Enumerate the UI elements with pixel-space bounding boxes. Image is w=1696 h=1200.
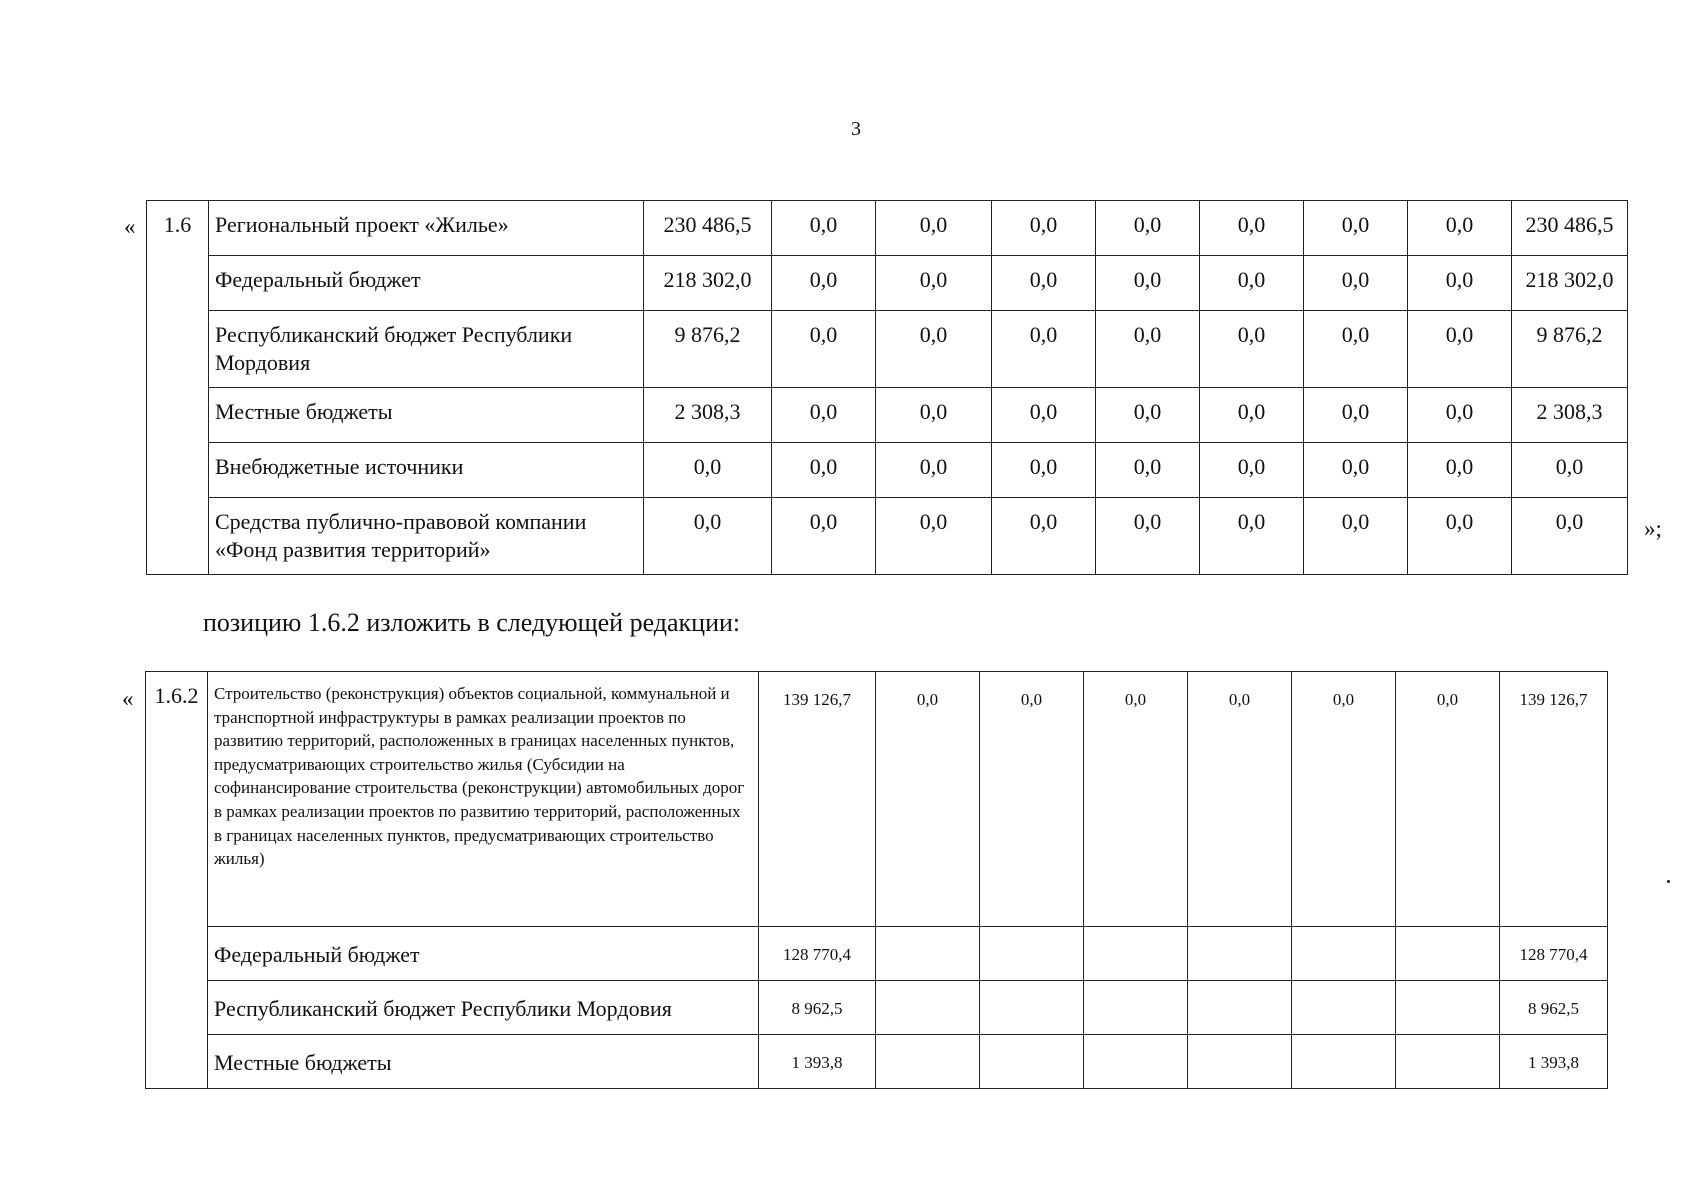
table-row — [147, 388, 1628, 443]
value-cell: 0,0 — [1200, 388, 1304, 443]
row-label: Средства публично-правовой компании «Фонд развития территорий» — [209, 498, 644, 575]
value-cell — [1188, 981, 1292, 1035]
value-cell: 0,0 — [1304, 256, 1408, 311]
value-cell — [980, 927, 1084, 981]
value-cell: 0,0 — [876, 388, 992, 443]
value-cell: 0,0 — [1200, 256, 1304, 311]
value-cell: 128 770,4 — [759, 927, 876, 981]
value-cell: 8 962,5 — [1500, 981, 1608, 1035]
value-cell: 0,0 — [1096, 388, 1200, 443]
value-cell: 9 876,2 — [1512, 311, 1628, 388]
value-cell: 0,0 — [1200, 443, 1304, 498]
value-cell — [876, 1035, 980, 1089]
row-label: Местные бюджеты — [208, 1035, 759, 1089]
value-cell: 0,0 — [1304, 201, 1408, 256]
value-cell — [1084, 927, 1188, 981]
value-cell: 139 126,7 — [759, 672, 876, 927]
value-cell — [876, 927, 980, 981]
value-cell — [1188, 927, 1292, 981]
value-cell: 0,0 — [876, 201, 992, 256]
table-row — [147, 256, 1628, 311]
value-cell — [1292, 981, 1396, 1035]
value-cell: 0,0 — [876, 498, 992, 575]
row-label: Республиканский бюджет Республики Мордовия — [209, 311, 644, 388]
value-cell: 0,0 — [992, 443, 1096, 498]
value-cell: 0,0 — [980, 672, 1084, 927]
value-cell: 218 302,0 — [644, 256, 772, 311]
value-cell — [1396, 1035, 1500, 1089]
funding-table-1-6-2 — [145, 671, 1608, 1089]
value-cell — [1188, 1035, 1292, 1089]
position-code: 1.6.2 — [146, 672, 208, 1089]
value-cell: 0,0 — [772, 498, 876, 575]
table1-open-quote: « — [124, 214, 136, 239]
value-cell: 2 308,3 — [644, 388, 772, 443]
value-cell: 0,0 — [1292, 672, 1396, 927]
value-cell: 230 486,5 — [1512, 201, 1628, 256]
value-cell: 0,0 — [992, 498, 1096, 575]
row-label: Региональный проект «Жилье» — [209, 201, 644, 256]
value-cell: 0,0 — [772, 388, 876, 443]
value-cell: 0,0 — [1304, 311, 1408, 388]
row-label: Внебюджетные источники — [209, 443, 644, 498]
value-cell: 0,0 — [772, 201, 876, 256]
value-cell: 1 393,8 — [759, 1035, 876, 1089]
value-cell: 0,0 — [1188, 672, 1292, 927]
value-cell: 0,0 — [992, 311, 1096, 388]
row-label: Республиканский бюджет Республики Мордовия — [208, 981, 759, 1035]
value-cell: 0,0 — [1408, 311, 1512, 388]
table-row — [147, 201, 1628, 256]
value-cell: 0,0 — [1084, 672, 1188, 927]
value-cell: 0,0 — [772, 256, 876, 311]
funding-table-1-6 — [146, 200, 1628, 575]
value-cell: 0,0 — [876, 443, 992, 498]
value-cell: 128 770,4 — [1500, 927, 1608, 981]
value-cell: 9 876,2 — [644, 311, 772, 388]
instruction-text: позицию 1.6.2 изложить в следующей редакции: — [203, 608, 741, 637]
value-cell: 0,0 — [772, 311, 876, 388]
value-cell: 0,0 — [1304, 388, 1408, 443]
value-cell: 230 486,5 — [644, 201, 772, 256]
value-cell: 0,0 — [1408, 201, 1512, 256]
value-cell: 0,0 — [876, 672, 980, 927]
value-cell: 0,0 — [1304, 498, 1408, 575]
value-cell: 0,0 — [1096, 498, 1200, 575]
row-label: Федеральный бюджет — [209, 256, 644, 311]
value-cell: 0,0 — [1512, 443, 1628, 498]
value-cell: 0,0 — [772, 443, 876, 498]
value-cell — [1396, 981, 1500, 1035]
value-cell: 0,0 — [992, 388, 1096, 443]
value-cell: 0,0 — [644, 498, 772, 575]
value-cell: 0,0 — [1304, 443, 1408, 498]
value-cell: 0,0 — [876, 256, 992, 311]
row-label: Строительство (реконструкция) объектов социальной, коммунальной и транспортной инфраструктуры в рамках реализации проектов по развитию территорий, расположенных в границах населенных пунктов, предусматривающих строительство жилья (Субсидии на софинансирование строительства (реконструкции) автомобильных дорог в рамках реализации проектов по развитию территорий, расположенных в границах населенных пунктов, предусматривающих строительство жилья) — [208, 672, 759, 927]
value-cell: 8 962,5 — [759, 981, 876, 1035]
value-cell — [1292, 927, 1396, 981]
value-cell — [876, 981, 980, 1035]
table1-close-quote: »; — [1644, 516, 1662, 541]
value-cell: 0,0 — [1408, 498, 1512, 575]
position-code: 1.6 — [147, 201, 209, 575]
value-cell: 0,0 — [1200, 311, 1304, 388]
row-label: Местные бюджеты — [209, 388, 644, 443]
table-row — [147, 498, 1628, 575]
table-row — [146, 981, 1608, 1035]
value-cell: 0,0 — [992, 201, 1096, 256]
value-cell: 0,0 — [1096, 443, 1200, 498]
value-cell: 2 308,3 — [1512, 388, 1628, 443]
value-cell: 1 393,8 — [1500, 1035, 1608, 1089]
value-cell: 0,0 — [1408, 256, 1512, 311]
value-cell — [980, 1035, 1084, 1089]
value-cell: 0,0 — [1408, 443, 1512, 498]
value-cell: 0,0 — [644, 443, 772, 498]
table-row — [146, 927, 1608, 981]
table-row — [146, 672, 1608, 927]
value-cell — [1084, 981, 1188, 1035]
value-cell — [1396, 927, 1500, 981]
value-cell: 0,0 — [876, 311, 992, 388]
value-cell: 0,0 — [1396, 672, 1500, 927]
value-cell — [980, 981, 1084, 1035]
value-cell: 0,0 — [1096, 256, 1200, 311]
table-row — [146, 1035, 1608, 1089]
value-cell — [1084, 1035, 1188, 1089]
page-number: 3 — [851, 118, 861, 140]
value-cell: 0,0 — [1512, 498, 1628, 575]
stray-mark — [1667, 880, 1670, 883]
row-label: Федеральный бюджет — [208, 927, 759, 981]
value-cell: 0,0 — [1096, 311, 1200, 388]
table2-open-quote: « — [122, 686, 134, 711]
value-cell: 0,0 — [1200, 201, 1304, 256]
value-cell: 218 302,0 — [1512, 256, 1628, 311]
table-row — [147, 443, 1628, 498]
value-cell: 139 126,7 — [1500, 672, 1608, 927]
value-cell: 0,0 — [1200, 498, 1304, 575]
value-cell: 0,0 — [992, 256, 1096, 311]
value-cell — [1292, 1035, 1396, 1089]
value-cell: 0,0 — [1408, 388, 1512, 443]
value-cell: 0,0 — [1096, 201, 1200, 256]
table-row — [147, 311, 1628, 388]
